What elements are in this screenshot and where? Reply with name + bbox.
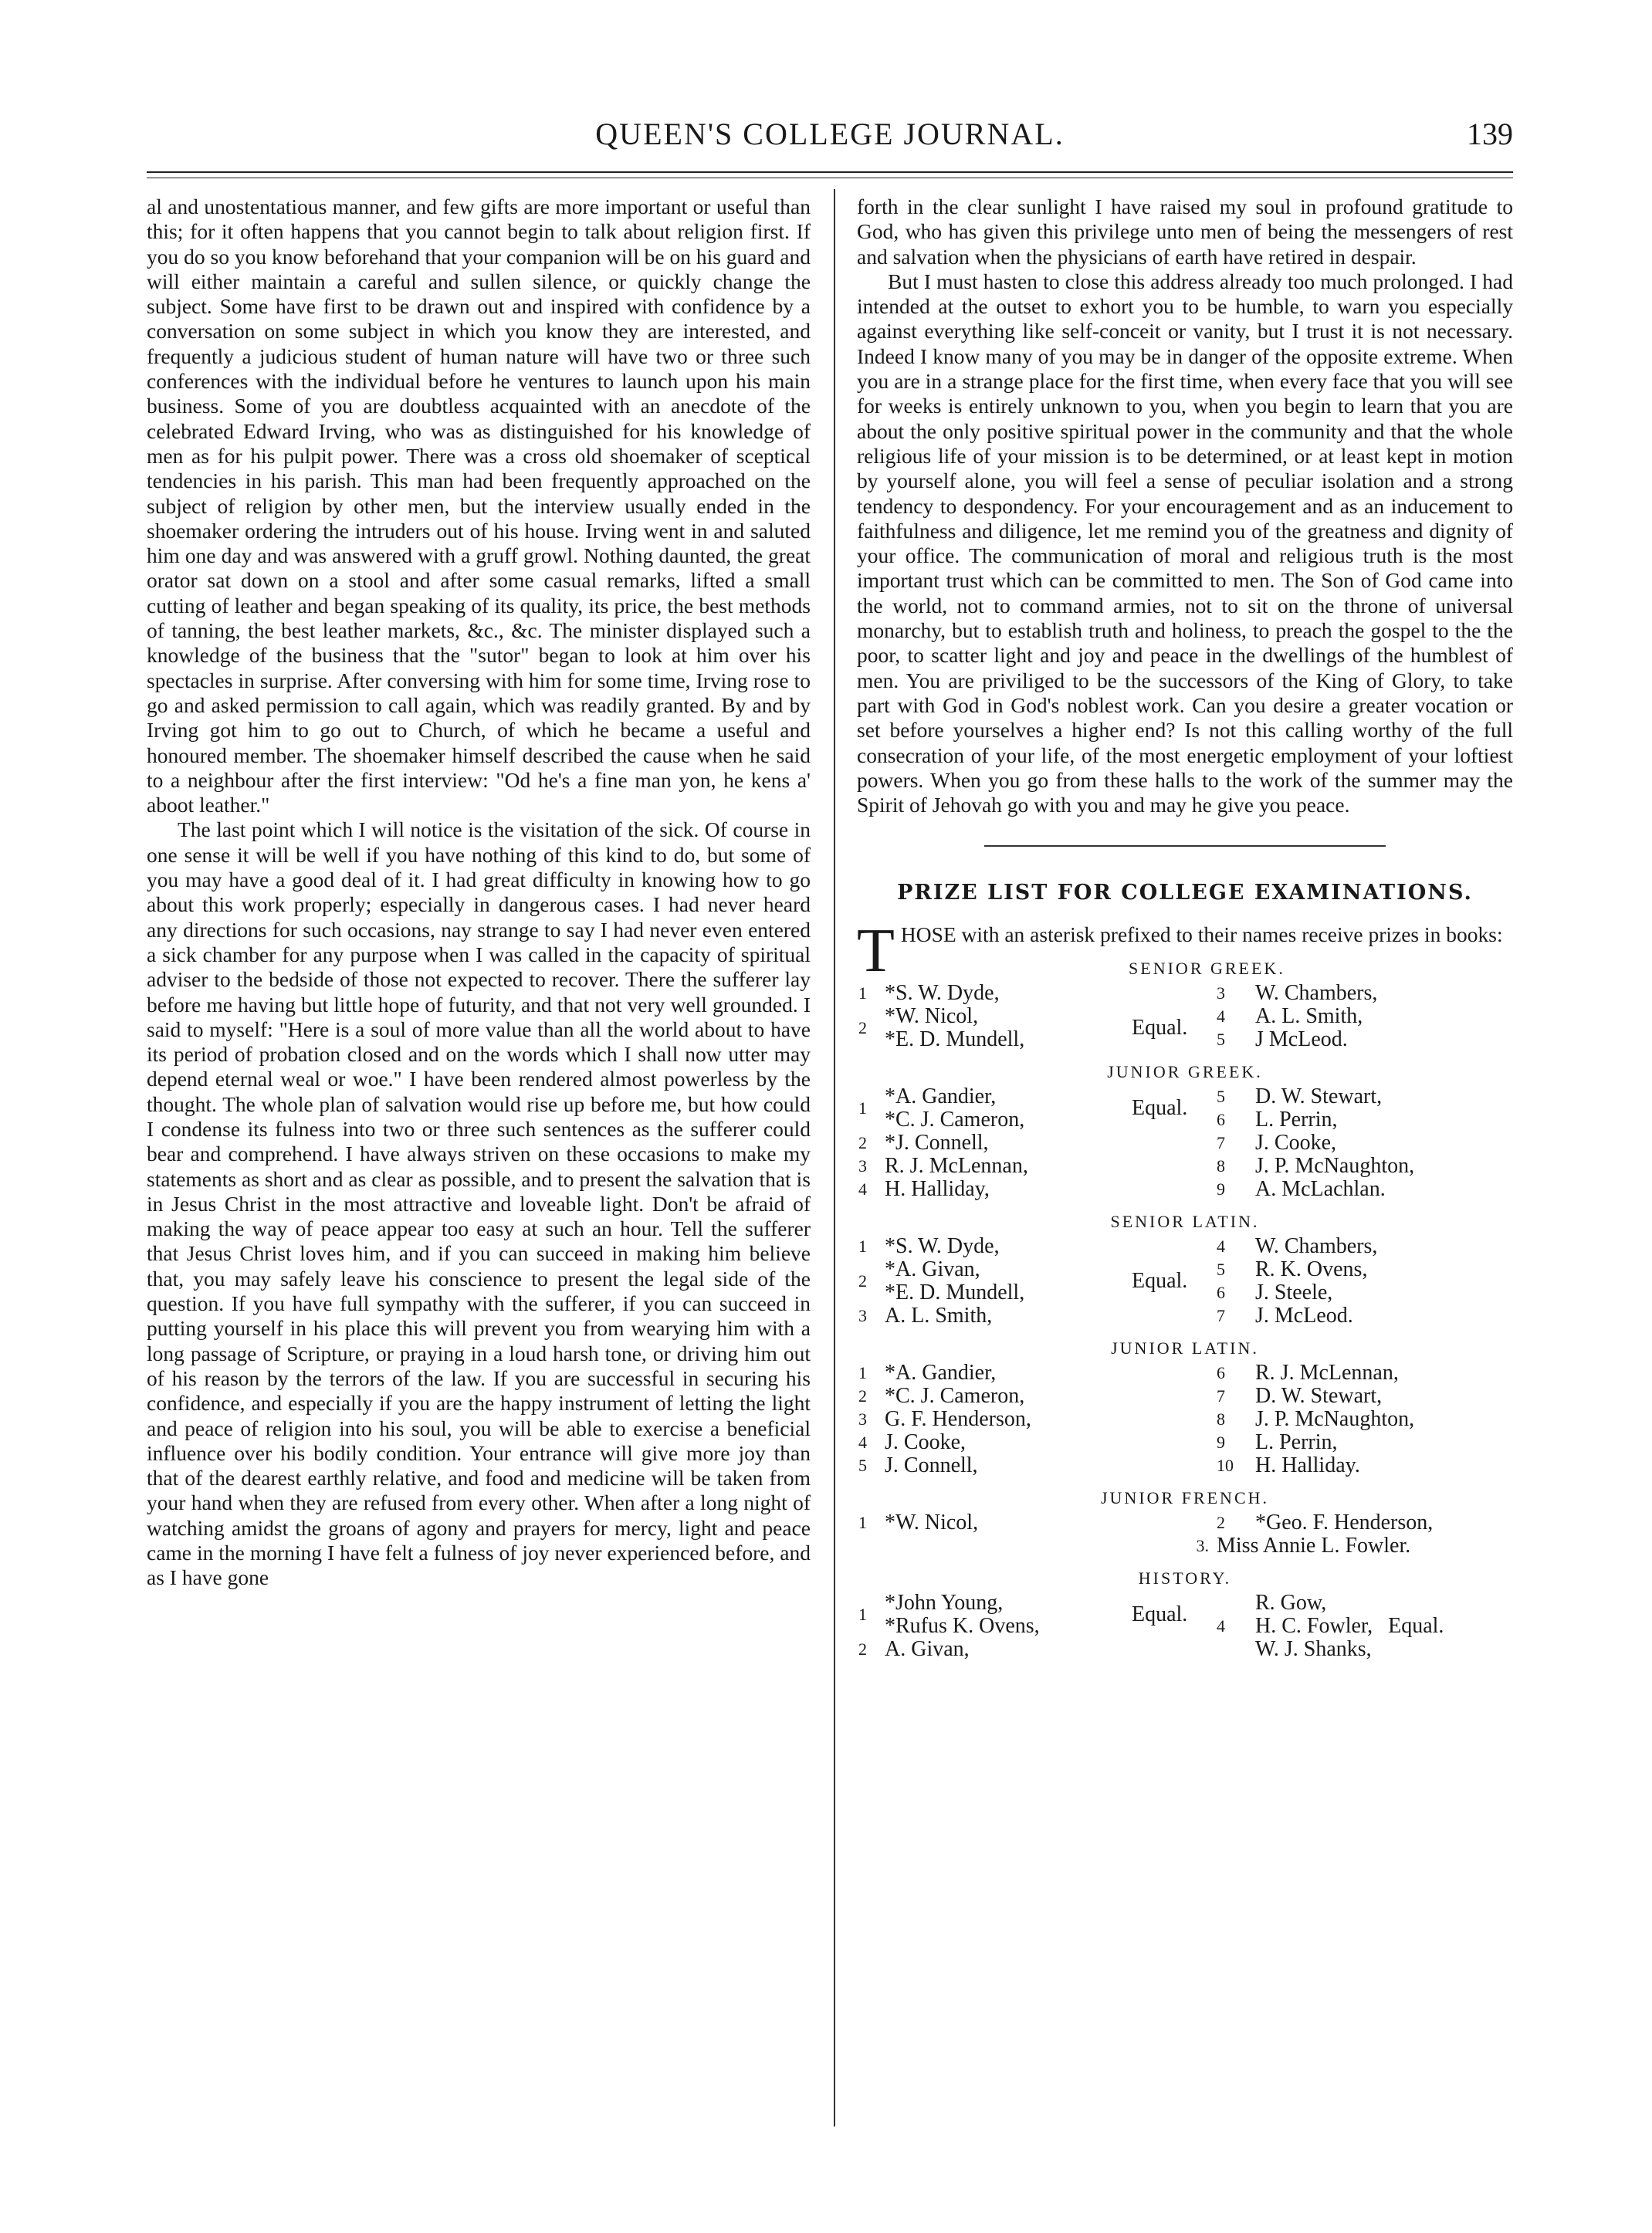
equal-label: Equal. [1132,1015,1188,1040]
column-divider [834,189,835,2126]
rank: 1 [858,983,867,1003]
list-row [858,1304,1377,1328]
senior-latin-heading: SENIOR LATIN. [1110,1211,1260,1231]
rank: 3. [1196,1535,1209,1555]
list-row [858,1005,1377,1028]
student-name: *A. Gandier, [885,1360,997,1385]
student-name: H. Halliday. [1255,1453,1360,1477]
student-name: *S. W. Dyde, [885,980,1000,1005]
rank: 8 [1217,1409,1225,1429]
equal-label: Equal. [1132,1095,1188,1120]
intro-text: HOSE with an asterisk prefixed to their names receive prizes in books: [900,922,1503,947]
student-name: A. L. Smith, [885,1303,993,1328]
prize-list-title: PRIZE LIST FOR COLLEGE EXAMINATIONS. [897,881,1473,905]
rank: 9 [1217,1179,1225,1199]
student-name: J. Cooke, [1255,1130,1336,1155]
student-name: H. Halliday, [885,1176,990,1201]
equal-label: Equal. [1132,1268,1188,1293]
junior-latin-heading: JUNIOR LATIN. [1111,1338,1259,1358]
student-name: R. Gow, [1255,1590,1327,1615]
rank: 7 [1217,1305,1225,1325]
student-name: *E. D. Mundell, [885,1027,1025,1051]
right-paragraph-2: But I must hasten to close this address already too much prolonged. I had intended at the outset to exhort you to be humble, to warn you especially against everything like self-conceit or vanity, but I trust it is not necessary. Indeed I know many of you may be in danger of the opposite extreme. When you are in a strange place for the first time, when every face that you will see for weeks is entirely unknown to you, when you begin to learn that you are about the only positive spiritual power in the community and that the whole religious life of your mission is to be determined, or at least kept in motion by yourself alone, you will feel a sense of peculiar isolation and a strong tendency to despondency. For your encouragement and as an inducement to faithfulness and diligence, let me remind you of the greatness and dignity of your office. The communication of moral and religious truth is the most important trust which can be committed to men. The Son of God came into the world, not to command armies, not to sit on the throne of universal monarchy, but to establish truth and holiness, to preach the gospel to the the poor, to scatter light and joy and peace in the dwellings of the humblest of men. You are priviliged to be the successors of the King of Glory, to take part with God in God's noblest work. Can you desire a greater vocation or set before yourselves a higher end? Is not this calling worthy of the full consecration of your life, of the most energetic employment of your loftiest powers. When you go from these halls to the work of the summer may the Spirit of Jehovah go with you and may he give you peace. [857,269,1513,817]
student-name: R. J. McLennan, [1255,1360,1399,1385]
student-name: J. P. McNaughton, [1255,1153,1415,1178]
student-name: *Rufus K. Ovens, [885,1613,1040,1638]
student-name: H. C. Fowler, [1255,1613,1373,1638]
left-column [147,195,811,1591]
rank: 1 [858,1236,867,1256]
list-row [858,1638,1444,1661]
student-name: *W. Nicol, [885,1510,979,1534]
list-row [858,1431,1414,1454]
list-row [858,1085,1414,1108]
rank: 2 [858,1017,867,1037]
list-row [858,1534,1433,1558]
rank: 7 [1217,1385,1225,1406]
rank: 4 [1217,1236,1225,1256]
student-name: L. Perrin, [1255,1429,1338,1454]
student-name: *Geo. F. Henderson, [1255,1510,1434,1534]
equal-label: Equal. [1388,1613,1444,1638]
right-paragraph-1: forth in the clear sunlight I have raised my soul in profound gratitude to God, who has given this privilege unto men of being the messengers of rest and salvation when the physicians of earth have retired in despair. [857,195,1513,269]
list-row [858,1258,1377,1281]
header-rule [147,171,1513,173]
student-name: D. W. Stewart, [1255,1383,1383,1408]
senior-greek-heading: SENIOR GREEK. [1129,958,1285,978]
rank: 3 [858,1409,867,1429]
student-name: *E. D. Mundell, [885,1280,1025,1304]
list-row [858,1408,1414,1431]
rank: 2 [858,1132,867,1152]
junior-greek-heading: JUNIOR GREEK. [1107,1061,1263,1081]
rank: 5 [1217,1259,1225,1279]
list-row [858,1155,1414,1178]
student-name: J. Cooke, [885,1429,966,1454]
rank: 8 [1217,1155,1225,1176]
list-row [858,1178,1414,1201]
rank: 4 [858,1179,867,1199]
student-name: J. McLeod. [1255,1303,1353,1328]
rank: 4 [1217,1006,1225,1026]
student-name: *A. Gandier, [885,1084,997,1108]
list-row [858,1454,1414,1477]
history-list [858,1592,1444,1661]
equal-label: Equal. [1132,1602,1188,1626]
rank: 1 [858,1512,867,1532]
rank: 6 [1217,1109,1225,1129]
rank: 7 [1217,1132,1225,1152]
rank: 2 [858,1385,867,1406]
rank: 1 [858,1604,867,1624]
list-row [858,1028,1377,1051]
rank: 5 [858,1455,867,1475]
student-name: J. Steele, [1255,1280,1333,1304]
student-name: J. P. McNaughton, [1255,1406,1415,1431]
rank: 2 [858,1639,867,1659]
student-name: J McLeod. [1255,1027,1348,1051]
rank: 4 [1217,1616,1225,1636]
student-name: D. W. Stewart, [1255,1084,1383,1108]
student-name: R. K. Ovens, [1255,1257,1368,1281]
student-name: L. Perrin, [1255,1107,1338,1132]
student-name: W. Chambers, [1255,980,1378,1005]
rank: 3 [858,1155,867,1176]
list-row [858,1132,1414,1155]
student-name: A. L. Smith, [1255,1003,1363,1028]
student-name: Miss Annie L. Fowler. [1217,1533,1411,1558]
list-row [858,1385,1414,1408]
rank: 2 [1217,1512,1225,1532]
student-name: *A. Givan, [885,1257,980,1281]
junior-french-list [858,1511,1433,1558]
student-name: J. Connell, [885,1453,978,1477]
student-name: A. McLachlan. [1255,1176,1386,1201]
page-header [147,116,1513,162]
rank: 1 [858,1362,867,1382]
rank: 1 [858,1098,867,1118]
history-heading: HISTORY. [1138,1568,1232,1588]
student-name: *W. Nicol, [885,1003,979,1028]
rank: 3 [1217,983,1225,1003]
senior-greek-list [858,982,1377,1051]
student-name: G. F. Henderson, [885,1406,1031,1431]
section-rule [984,845,1386,847]
junior-french-heading: JUNIOR FRENCH. [1100,1487,1270,1507]
list-row [858,982,1377,1005]
drop-cap: T [857,917,895,986]
rank: 9 [1217,1432,1225,1452]
student-name: *S. W. Dyde, [885,1233,1000,1258]
list-row [858,1511,1433,1534]
junior-greek-list [858,1085,1414,1201]
left-paragraph-1: al and unostentatious manner, and few gifts are more important or useful than this; for it often happens that you cannot begin to talk about religion first. If you do so you know beforehand that your companion will be on his guard and will either maintain a careful and sullen silence, or quickly change the subject. Some have first to be drawn out and inspired with confidence by a conversation on some subject in which you know they are interested, and frequently a judicious student of human nature will have two or three such conferences with the individual before he ventures to launch upon his main business. Some of you are doubtless acquainted with an anecdote of the celebrated Edward Irving, who was as distinguished for his knowledge of men as for his pulpit power. There was a cross old shoemaker of sceptical tendencies in his parish. This man had been frequently approached on the subject of religion by other men, but the interview usually ended in the shoemaker ordering the intruders out of his house. Irving went in and saluted him one day and was answered with a gruff growl. Nothing daunted, the great orator sat down on a stool and after some casual remarks, lifted a small cutting of leather and began speaking of its quality, its price, the best methods of tanning, the best leather markets, &c., &c. The minister displayed such a knowledge of the business that the "sutor" began to look at him over his spectacles in surprise. After conversing with him for some time, Irving rose to go and asked permission to call again, which was readily granted. By and by Irving got him to go out to Church, of which he became a useful and honoured member. The shoemaker himself described the cause when he said to a neighbour after the first interview: "Od he's a fine man yon, he kens a' aboot leather." [147,195,811,817]
senior-latin-list [858,1235,1377,1328]
right-column [857,195,1513,1661]
left-paragraph-2: The last point which I will notice is the visitation of the sick. Of course in one sense it will be well if you have nothing of this kind to do, but some of you may have a good deal of it. I had great difficulty in knowing how to go about this work properly; especially in dangerous cases. I had never heard any directions for such occasions, nay strange to say I had never even entered a sick chamber for any purpose when I was called in the capacity of spiritual adviser to the bedside of those not expected to recover. There the sufferer lay before me having but little hope of futurity, and that not very well grounded. I said to myself: "Here is a soul of more value than all the world about to have its period of probation closed and on the words which I shall now utter may depend eternal weal or woe." I have been rendered almost powerless by the thought. The whole plan of salvation would rise up before me, but how could I condense its fulness into two or three such sentences as the sufferer could bear and comprehend. I have always striven on these occasions to make my statements as short and as clear as possible, and to present the salvation that is in Jesus Christ in the most attractive and loveable light. Don't be afraid of making the way of peace appear too easy at such an hour. Tell the sufferer that Jesus Christ loves him, and if you can succeed in making him believe that, you may safely leave his conscience to present the legal side of the question. If you have full sympathy with the sufferer, if you can succeed in putting yourself in his place this will prevent you from wearying him with a long passage of Scripture, or praying in a loud harsh tone, or driving him out of his reason by the terrors of the law. If you are successful in securing his confidence, and especially if you are the happy instrument of letting the light and peace of religion into his soul, you will be able to exercise a beneficial influence over his bodily condition. Your entrance will give more joy than that of the dearest earthly relative, and food and medicine will be taken from your hand when they are refused from every other. When after a long night of watching amidst the groans of agony and prayers for mercy, light and peace came in the morning I have felt a fulness of joy never experienced before, and as I have gone [147,817,811,1590]
student-name: *C. J. Cameron, [885,1383,1025,1408]
rank: 6 [1217,1282,1225,1302]
rank: 3 [858,1305,867,1325]
rank: 5 [1217,1086,1225,1106]
student-name: W. Chambers, [1255,1233,1378,1258]
journal-title: QUEEN'S COLLEGE JOURNAL. [595,117,1065,151]
rank: 5 [1217,1029,1225,1049]
rank: 6 [1217,1362,1225,1382]
student-name: *J. Connell, [885,1130,989,1155]
page-number: 139 [1467,117,1513,151]
student-name: *C. J. Cameron, [885,1107,1025,1132]
list-row [858,1235,1377,1258]
student-name: *John Young, [885,1590,1004,1615]
list-row [858,1281,1377,1304]
rank: 4 [858,1432,867,1452]
list-row [858,1362,1414,1385]
student-name: A. Givan, [885,1636,970,1661]
rank: 2 [858,1270,867,1291]
rank: 10 [1217,1455,1234,1475]
student-name: W. J. Shanks, [1255,1636,1372,1661]
student-name: R. J. McLennan, [885,1153,1028,1178]
list-row [858,1592,1444,1615]
junior-latin-list [858,1362,1414,1477]
